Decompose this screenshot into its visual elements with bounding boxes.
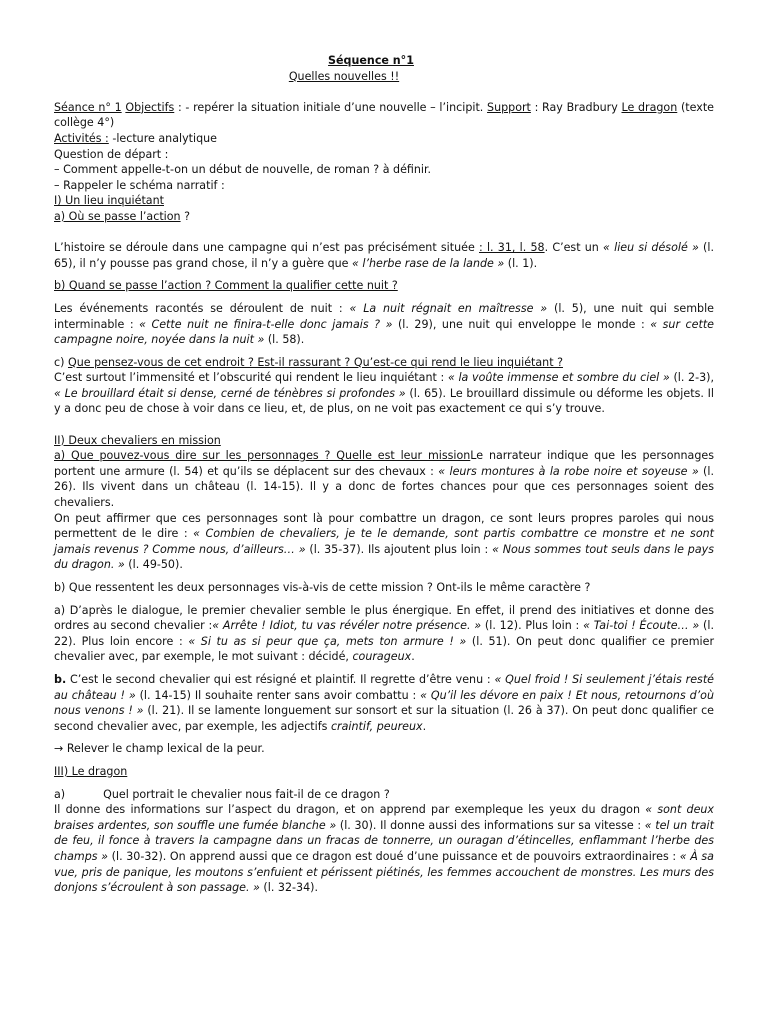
paragraph: b. C’est le second chevalier qui est résigné et plaintif. Il regrette d’être venu : « Quel froid ! Si seulement j’étais resté au château ! » (l. 14-15) Il souhaite renter sans avoir combattu : « Qu’il les dévore en paix ! Et nous, retournons d’où nous venons ! » (l. 21). Il se lamente longuement sur sonsort et sur la situation (l. 26 à 37). On peut donc qualifier ce second chevalier avec, par exemple, les adjectifs craintif, peureux.	[54, 672, 715, 733]
question-heading: a) Quel portrait le chevalier nous fait-il de ce dragon ?	[54, 787, 390, 801]
paragraph: Les événements racontés se déroulent de nuit : « La nuit régnait en maîtresse » (l. 5), une nuit qui semble interminable : « Cette nuit ne finira-t-elle donc jamais ? » (l. 29), une nuit qui enveloppe le monde : « sur cette campagne noire, noyée dans la nuit » (l. 58).	[54, 301, 714, 347]
paragraph: C’est surtout l’immensité et l’obscurité qui rendent le lieu inquiétant : « la voûte immense et sombre du ciel » (l. 2-3), « Le brouillard était si dense, cerné de ténèbres si profondes » (l. 65). Le brouillard dissimule ou déforme les objets. Il y a donc peu de chose à voir dans ce lieu, et, de plus, on ne voit pas exactement ce qui s’y trouve.	[54, 371, 715, 416]
question-depart: Question de départ :	[54, 147, 169, 161]
question-heading: b) Quand se passe l’action ? Comment la qualifier cette nuit ?	[54, 279, 398, 293]
paragraph: L’histoire se déroule dans une campagne qui n’est pas précisément située : l. 31, l. 58. C’est un « lieu si désolé » (l. 65), il n’y pousse pas grand chose, il n’y a guère que « l’herbe rase de la lande » (l. 1).	[54, 241, 714, 270]
sequence-title: Séquence n°1	[328, 54, 414, 67]
seance-header: Séance n° 1 Objectifs : - repérer la situation initiale d’une nouvelle – l’incipit. Support : Ray Bradbury Le dragon (texte collège 4°)	[54, 100, 715, 130]
title-block	[54, 53, 714, 84]
question-item: – Rappeler le schéma narratif :	[54, 178, 225, 192]
activites-line: Activités : -lecture analytique	[54, 131, 217, 145]
paragraph: a) D’après le dialogue, le premier chevalier semble le plus énergique. En effet, il prend des initiatives et donne des ordres au second chevalier :« Arrête ! Idiot, tu vas révéler notre présence. » (l. 12). Plus loin : « Tai-toi ! Écoute… » (l. 22). Plus loin encore : « Si tu as si peur que ça, mets ton armure ! » (l. 51). On peut donc qualifier ce premier chevalier avec, par exemple, le mot suivant : décidé, courageux.	[54, 603, 714, 664]
paragraph: a) Que pouvez-vous dire sur les personnages ? Quelle est leur missionLe narrateur indique que les personnages portent une armure (l. 54) et qu’ils se déplacent sur des chevaux : « leurs montures à la robe noire et soyeuse » (l. 26). Ils vivent dans un château (l. 14-15). Il y a donc de fortes chances pour que ces personnages soient des chevaliers.	[54, 449, 714, 510]
sequence-subtitle: Quelles nouvelles !!	[288, 69, 400, 83]
question-heading: c) Que pensez-vous de cet endroit ? Est-il rassurant ? Qu’est-ce qui rend le lieu inquiétant ?	[54, 355, 563, 369]
section-heading: II) Deux chevaliers en mission	[54, 433, 221, 447]
instruction-line: → Relever le champ lexical de la peur.	[54, 742, 265, 756]
paragraph: Il donne des informations sur l’aspect du dragon, et on apprend par exempleque les yeux du dragon « sont deux braises ardentes, son souffle une fumée blanche » (l. 30). Il donne aussi des informations sur sa vitesse : « tel un trait de feu, il fonce à travers la campagne dans un fracas de tonnerre, un ouragan d’étincelles, enflammant l’herbe des champs » (l. 30-32). On apprend aussi que ce dragon est doué d’une puissance et de pouvoirs extraordinaires : « À sa vue, pris de panique, les moutons s’enfuient et périssent piétinés, les femmes accouchent de monstres. Les murs des donjons s’écroulent à son passage. » (l. 32-34).	[54, 803, 714, 895]
question-item: – Comment appelle-t-on un début de nouvelle, de roman ? à définir.	[54, 163, 432, 177]
section-heading: III) Le dragon	[54, 764, 128, 778]
question-heading: b) Que ressentent les deux personnages vis-à-vis de cette mission ? Ont-ils le même caractère ?	[54, 581, 591, 594]
paragraph: On peut affirmer que ces personnages sont là pour combattre un dragon, ce sont leurs propres paroles qui nous permettent de le dire : « Combien de chevaliers, je te le demande, sont partis combattre ce monstre et ne sont jamais revenus ? Comme nous, d’ailleurs… » (l. 35-37). Ils ajoutent plus loin : « Nous sommes tout seuls dans le pays du dragon. » (l. 49-50).	[54, 511, 715, 572]
document-body	[54, 53, 714, 896]
question-heading: a) Où se passe l’action ?	[54, 209, 191, 223]
section-heading: I) Un lieu inquiétant	[54, 194, 164, 208]
